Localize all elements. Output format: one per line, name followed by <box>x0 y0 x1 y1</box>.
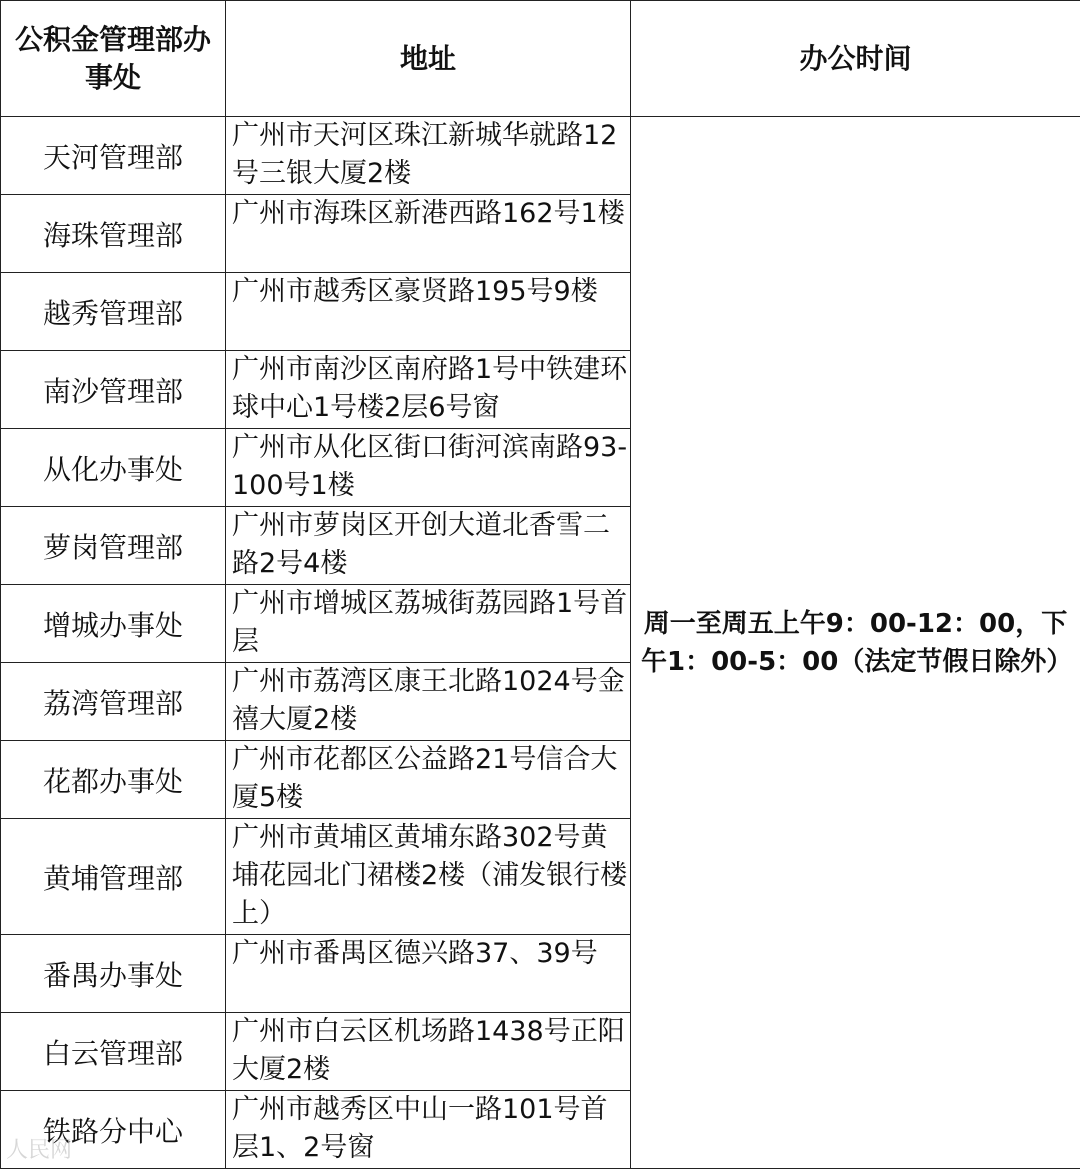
office-name: 荔湾管理部 <box>1 663 226 741</box>
office-name: 南沙管理部 <box>1 351 226 429</box>
office-name: 黄埔管理部 <box>1 819 226 935</box>
header-hours: 办公时间 <box>631 1 1080 117</box>
office-address: 广州市番禺区德兴路37、39号 <box>226 935 631 1013</box>
office-address: 广州市黄埔区黄埔东路302号黄埔花园北门裙楼2楼（浦发银行楼上） <box>226 819 631 935</box>
office-address: 广州市南沙区南府路1号中铁建环球中心1号楼2层6号窗 <box>226 351 631 429</box>
office-name: 铁路分中心 <box>1 1091 226 1169</box>
office-address: 广州市从化区街口街河滨南路93-100号1楼 <box>226 429 631 507</box>
office-address: 广州市越秀区中山一路101号首层1、2号窗 <box>226 1091 631 1169</box>
office-name: 从化办事处 <box>1 429 226 507</box>
header-address: 地址 <box>226 1 631 117</box>
office-name: 天河管理部 <box>1 117 226 195</box>
office-hours: 周一至周五上午9：00-12：00，下午1：00-5：00（法定节假日除外） <box>631 117 1080 1169</box>
office-address: 广州市海珠区新港西路162号1楼 <box>226 195 631 273</box>
office-address: 广州市白云区机场路1438号正阳大厦2楼 <box>226 1013 631 1091</box>
office-name: 花都办事处 <box>1 741 226 819</box>
office-address: 广州市花都区公益路21号信合大厦5楼 <box>226 741 631 819</box>
header-name: 公积金管理部办事处 <box>1 1 226 117</box>
office-name: 番禺办事处 <box>1 935 226 1013</box>
watermark: 人民网 <box>6 1133 72 1164</box>
office-address: 广州市越秀区豪贤路195号9楼 <box>226 273 631 351</box>
office-name: 白云管理部 <box>1 1013 226 1091</box>
office-name: 越秀管理部 <box>1 273 226 351</box>
office-name: 海珠管理部 <box>1 195 226 273</box>
office-name: 萝岗管理部 <box>1 507 226 585</box>
office-address: 广州市荔湾区康王北路1024号金禧大厦2楼 <box>226 663 631 741</box>
office-name: 增城办事处 <box>1 585 226 663</box>
header-row <box>1 1 1080 117</box>
office-address: 广州市萝岗区开创大道北香雪二路2号4楼 <box>226 507 631 585</box>
office-address: 广州市天河区珠江新城华就路12号三银大厦2楼 <box>226 117 631 195</box>
table-row <box>1 117 1080 195</box>
office-address: 广州市增城区荔城街荔园路1号首层 <box>226 585 631 663</box>
